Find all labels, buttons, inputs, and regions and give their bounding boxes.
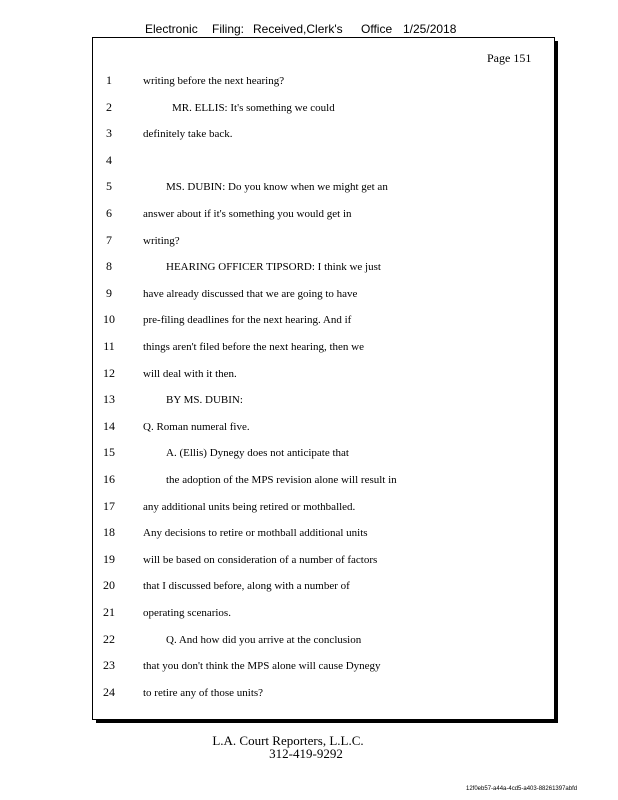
line-text: the adoption of the MPS revision alone will result in <box>166 474 397 486</box>
line-number: 5 <box>106 179 112 194</box>
line-text: definitely take back. <box>143 128 233 141</box>
line-number: 3 <box>106 126 112 141</box>
line-number: 6 <box>106 206 112 220</box>
line-number: 10 <box>103 312 115 327</box>
line-number: 7 <box>106 232 112 247</box>
line-text: things aren't filed before the next hearing, then we <box>143 341 364 353</box>
line-number: 15 <box>103 445 115 460</box>
line-text: HEARING OFFICER TIPSORD: I think we just <box>166 261 381 274</box>
line-text: writing? <box>143 234 180 247</box>
line-text: any additional units being retired or mothballed. <box>143 500 356 513</box>
line-text: BY MS. DUBIN: <box>166 394 243 407</box>
stamp-received: Received,Clerk's <box>253 22 343 36</box>
line-number: 1 <box>106 73 112 87</box>
reporter-phone: 312-419-9292 <box>269 746 343 761</box>
line-text: will be based on consideration of a number of factors <box>143 553 378 566</box>
stamp-date: 1/25/2018 <box>403 22 457 36</box>
line-number: 24 <box>103 684 115 699</box>
line-text: that I discussed before, along with a number of <box>143 580 350 593</box>
line-text: writing before the next hearing? <box>143 75 285 87</box>
stamp-electronic: Electronic <box>145 22 198 36</box>
line-number: 17 <box>103 498 115 513</box>
line-text: answer about if it's something you would get in <box>143 208 352 220</box>
line-number: 19 <box>103 551 115 566</box>
line-number: 11 <box>103 339 115 353</box>
frame-shadow-right <box>555 41 558 723</box>
reporter-company: L.A. Court Reporters, L.L.C. <box>212 733 364 748</box>
line-number: 13 <box>103 392 115 407</box>
frame-shadow-bottom <box>96 720 558 723</box>
line-text: MR. ELLIS: It's something we could <box>172 101 335 114</box>
stamp-office: Office <box>361 22 393 36</box>
line-number: 22 <box>103 631 115 646</box>
line-number: 9 <box>106 285 112 300</box>
line-number: 4 <box>106 152 112 167</box>
filing-stamp <box>0 22 618 38</box>
line-text: Q. And how did you arrive at the conclusion <box>166 633 362 646</box>
line-number: 20 <box>103 578 115 593</box>
line-number: 14 <box>103 418 115 433</box>
line-number: 12 <box>103 365 115 380</box>
line-text: will deal with it then. <box>143 367 237 380</box>
line-number: 18 <box>103 525 115 540</box>
stamp-filing: Filing: <box>212 22 245 36</box>
line-text: operating scenarios. <box>143 607 231 619</box>
line-number: 8 <box>106 259 112 274</box>
line-text: Q. Roman numeral five. <box>143 420 250 433</box>
line-number: 21 <box>103 605 115 619</box>
line-number: 16 <box>103 472 115 486</box>
line-text: A. (Ellis) Dynegy does not anticipate that <box>166 447 349 460</box>
page-number: Page 151 <box>487 51 532 65</box>
line-number: 2 <box>106 99 112 114</box>
line-text: pre-filing deadlines for the next hearing. And if <box>143 314 352 327</box>
line-number: 23 <box>103 658 115 673</box>
line-text: that you don't think the MPS alone will cause Dynegy <box>143 660 381 673</box>
line-text: have already discussed that we are going to have <box>143 287 358 300</box>
document-hash: 12f0eb57-a44a-4cd5-a403-88261397abfd <box>466 786 578 792</box>
line-text: Any decisions to retire or mothball additional units <box>143 527 368 540</box>
line-text: to retire any of those units? <box>143 686 264 699</box>
line-text: MS. DUBIN: Do you know when we might get an <box>166 181 388 194</box>
